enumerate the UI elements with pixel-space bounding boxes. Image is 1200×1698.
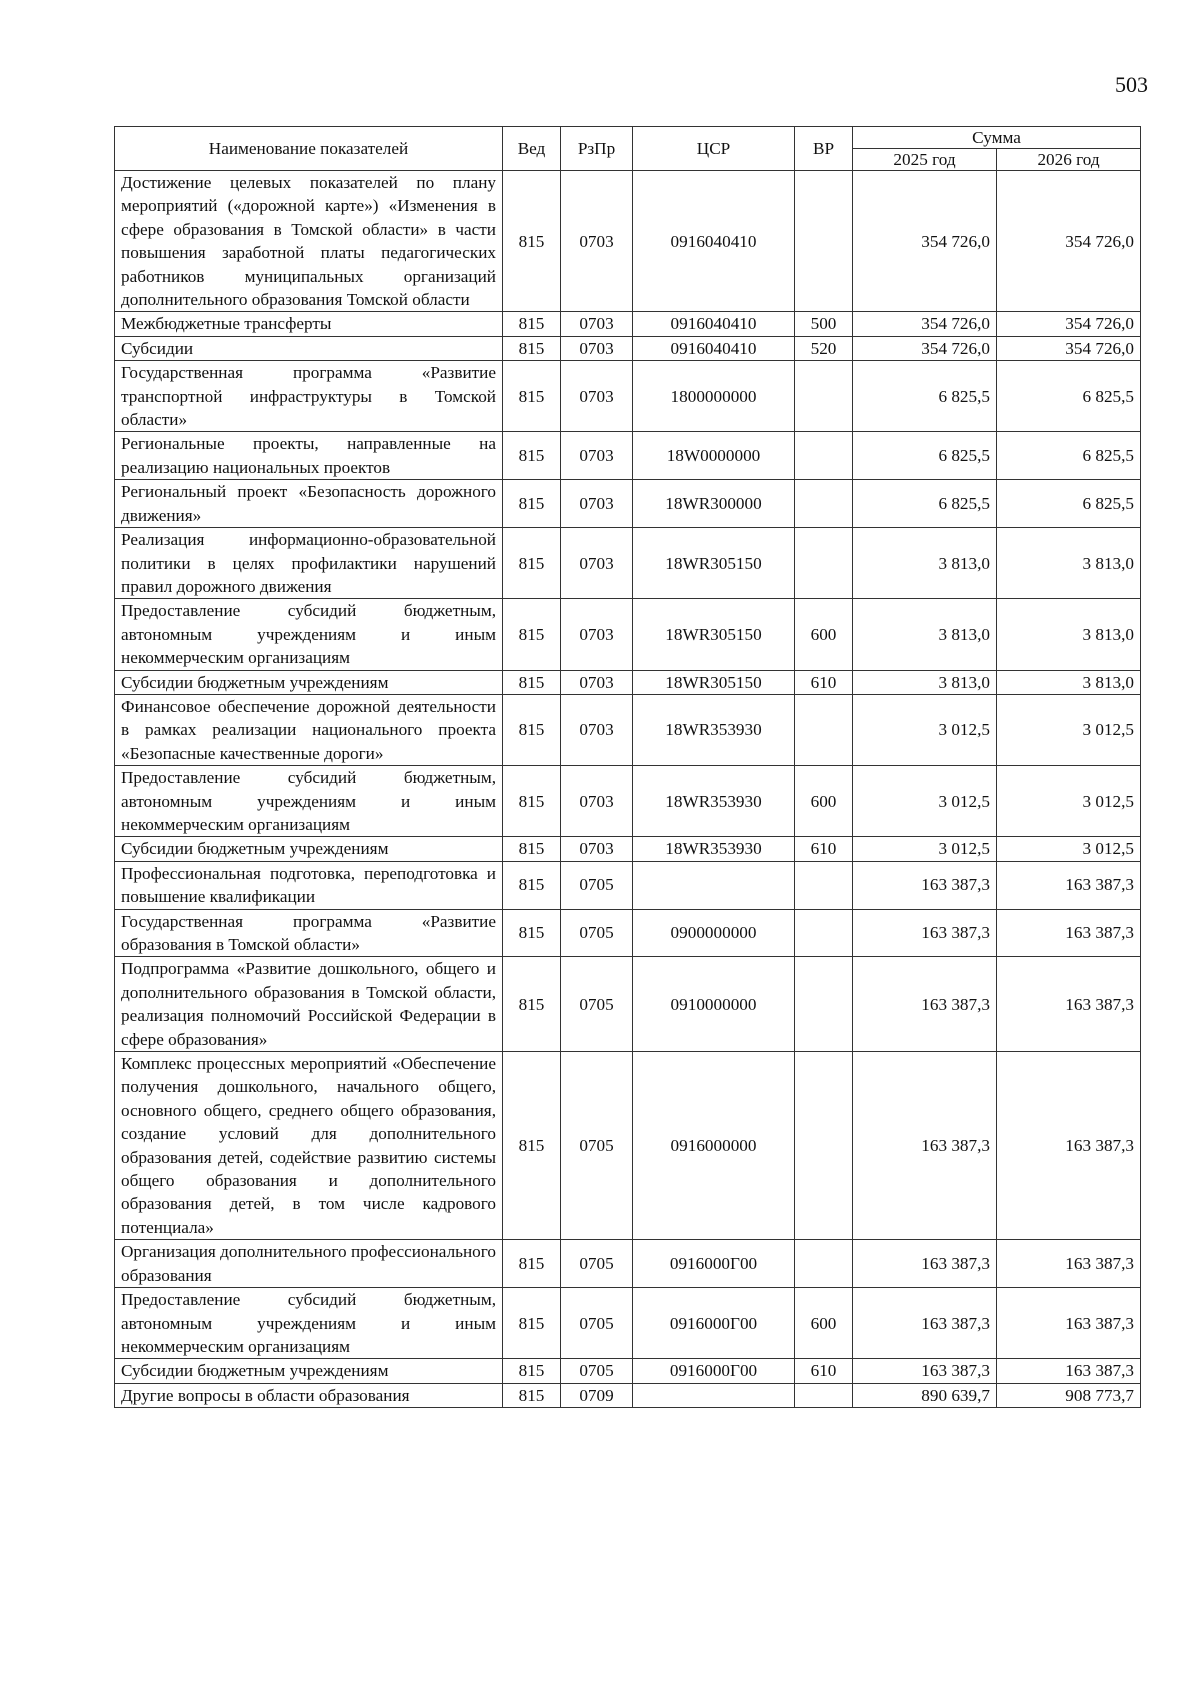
table-row [115,361,1141,432]
row-amount-2025: 3 012,5 [853,694,997,765]
row-name: Региональный проект «Безопасность дорожного движения» [115,480,503,528]
row-name: Комплекс процессных мероприятий «Обеспечение получения дошкольного, начального общего, основного общего, среднего общего образования, создание условий для дополнительного образования детей, содействие развитию системы общего образования и дополнительного образования детей, в том числе кадрового потенциала» [115,1052,503,1240]
row-name: Региональные проекты, направленные на реализацию национальных проектов [115,432,503,480]
row-rzpr: 0703 [561,599,633,670]
row-rzpr: 0705 [561,1240,633,1288]
row-ved: 815 [503,480,561,528]
header-vr: ВР [795,127,853,171]
row-amount-2025: 3 813,0 [853,670,997,694]
row-rzpr: 0703 [561,171,633,312]
row-ved: 815 [503,1383,561,1407]
row-rzpr: 0703 [561,361,633,432]
row-ved: 815 [503,694,561,765]
row-amount-2025: 163 387,3 [853,909,997,957]
row-amount-2026: 163 387,3 [997,861,1141,909]
table-row [115,599,1141,670]
row-amount-2026: 163 387,3 [997,1359,1141,1383]
row-ved: 815 [503,837,561,861]
row-ved: 815 [503,171,561,312]
row-ved: 815 [503,957,561,1052]
row-amount-2026: 3 012,5 [997,837,1141,861]
row-vr [795,1240,853,1288]
row-ved: 815 [503,361,561,432]
row-csr: 0916040410 [633,336,795,360]
table-row [115,171,1141,312]
row-csr: 0916000Г00 [633,1359,795,1383]
row-amount-2025: 890 639,7 [853,1383,997,1407]
row-vr [795,694,853,765]
table-row [115,670,1141,694]
row-rzpr: 0703 [561,670,633,694]
row-amount-2026: 3 012,5 [997,694,1141,765]
row-name: Государственная программа «Развитие образования в Томской области» [115,909,503,957]
row-ved: 815 [503,670,561,694]
row-vr [795,1383,853,1407]
row-vr: 520 [795,336,853,360]
row-vr: 610 [795,837,853,861]
row-name: Государственная программа «Развитие транспортной инфраструктуры в Томской области» [115,361,503,432]
row-rzpr: 0703 [561,766,633,837]
row-amount-2025: 6 825,5 [853,432,997,480]
row-rzpr: 0703 [561,432,633,480]
row-vr: 600 [795,1288,853,1359]
row-name: Предоставление субсидий бюджетным, автономным учреждениям и иным некоммерческим организациям [115,599,503,670]
row-amount-2026: 354 726,0 [997,171,1141,312]
row-csr [633,1383,795,1407]
row-amount-2026: 3 813,0 [997,670,1141,694]
row-vr [795,171,853,312]
table-header [115,127,1141,171]
row-rzpr: 0709 [561,1383,633,1407]
table-row [115,312,1141,336]
row-amount-2026: 6 825,5 [997,432,1141,480]
row-amount-2025: 3 813,0 [853,599,997,670]
row-name: Организация дополнительного профессионального образования [115,1240,503,1288]
table-row [115,1359,1141,1383]
header-sum: Сумма [853,127,1141,149]
row-rzpr: 0705 [561,957,633,1052]
row-amount-2025: 354 726,0 [853,312,997,336]
table-row [115,1240,1141,1288]
row-rzpr: 0703 [561,336,633,360]
table-row [115,336,1141,360]
row-vr [795,957,853,1052]
header-ved: Вед [503,127,561,171]
header-csr: ЦСР [633,127,795,171]
row-rzpr: 0705 [561,1359,633,1383]
row-csr: 0916000Г00 [633,1288,795,1359]
budget-table [114,126,1141,1408]
row-csr: 0916000000 [633,1052,795,1240]
row-ved: 815 [503,1359,561,1383]
row-rzpr: 0703 [561,837,633,861]
table-row [115,1383,1141,1407]
row-amount-2025: 163 387,3 [853,957,997,1052]
row-rzpr: 0705 [561,1288,633,1359]
page-number: 503 [1115,72,1148,97]
row-rzpr: 0703 [561,480,633,528]
row-amount-2026: 3 012,5 [997,766,1141,837]
row-amount-2026: 163 387,3 [997,1288,1141,1359]
row-rzpr: 0705 [561,909,633,957]
table-row [115,909,1141,957]
row-vr [795,528,853,599]
table-row [115,528,1141,599]
row-amount-2025: 163 387,3 [853,861,997,909]
row-name: Финансовое обеспечение дорожной деятельности в рамках реализации национального проекта «Безопасные качественные дороги» [115,694,503,765]
row-csr: 0916000Г00 [633,1240,795,1288]
row-ved: 815 [503,861,561,909]
row-name: Субсидии бюджетным учреждениям [115,670,503,694]
table-row [115,837,1141,861]
row-ved: 815 [503,528,561,599]
row-ved: 815 [503,1052,561,1240]
row-amount-2025: 3 813,0 [853,528,997,599]
row-amount-2025: 3 012,5 [853,837,997,861]
table-row [115,766,1141,837]
row-name: Достижение целевых показателей по плану мероприятий («дорожной карте») «Изменения в сфере образования в Томской области» в части повышения заработной платы педагогических работников муниципальных организаций дополнительного образования Томской области [115,171,503,312]
row-csr: 0910000000 [633,957,795,1052]
row-vr [795,861,853,909]
row-ved: 815 [503,1240,561,1288]
row-vr: 610 [795,670,853,694]
row-rzpr: 0705 [561,1052,633,1240]
row-rzpr: 0703 [561,528,633,599]
row-vr: 600 [795,766,853,837]
row-amount-2025: 163 387,3 [853,1240,997,1288]
row-vr [795,909,853,957]
row-ved: 815 [503,599,561,670]
row-name: Профессиональная подготовка, переподготовка и повышение квалификации [115,861,503,909]
row-rzpr: 0703 [561,312,633,336]
table-row [115,957,1141,1052]
row-csr: 18WR353930 [633,694,795,765]
row-name: Предоставление субсидий бюджетным, автономным учреждениям и иным некоммерческим организациям [115,766,503,837]
row-amount-2026: 163 387,3 [997,1240,1141,1288]
row-csr [633,861,795,909]
row-csr: 18WR300000 [633,480,795,528]
row-amount-2025: 354 726,0 [853,171,997,312]
row-vr: 500 [795,312,853,336]
header-year-2025: 2025 год [853,149,997,171]
row-ved: 815 [503,766,561,837]
row-amount-2026: 908 773,7 [997,1383,1141,1407]
row-amount-2026: 163 387,3 [997,909,1141,957]
row-amount-2025: 354 726,0 [853,336,997,360]
row-name: Предоставление субсидий бюджетным, автономным учреждениям и иным некоммерческим организациям [115,1288,503,1359]
row-amount-2026: 3 813,0 [997,599,1141,670]
table-row [115,861,1141,909]
row-name: Субсидии [115,336,503,360]
row-vr [795,480,853,528]
row-vr [795,361,853,432]
row-amount-2025: 6 825,5 [853,480,997,528]
row-csr: 18WR305150 [633,670,795,694]
row-ved: 815 [503,336,561,360]
row-amount-2025: 6 825,5 [853,361,997,432]
row-vr: 610 [795,1359,853,1383]
row-amount-2026: 6 825,5 [997,480,1141,528]
row-rzpr: 0703 [561,694,633,765]
row-csr: 1800000000 [633,361,795,432]
row-amount-2025: 163 387,3 [853,1052,997,1240]
table-row [115,480,1141,528]
row-amount-2026: 354 726,0 [997,336,1141,360]
table-body [115,171,1141,1408]
row-name: Субсидии бюджетным учреждениям [115,837,503,861]
row-ved: 815 [503,312,561,336]
row-vr: 600 [795,599,853,670]
row-name: Субсидии бюджетным учреждениям [115,1359,503,1383]
row-ved: 815 [503,1288,561,1359]
header-year-2026: 2026 год [997,149,1141,171]
row-rzpr: 0705 [561,861,633,909]
row-amount-2025: 163 387,3 [853,1288,997,1359]
row-ved: 815 [503,432,561,480]
row-amount-2026: 163 387,3 [997,957,1141,1052]
row-vr [795,432,853,480]
row-amount-2026: 354 726,0 [997,312,1141,336]
row-csr: 0916040410 [633,312,795,336]
row-amount-2026: 163 387,3 [997,1052,1141,1240]
row-csr: 18WR353930 [633,837,795,861]
row-name: Другие вопросы в области образования [115,1383,503,1407]
table-row [115,694,1141,765]
header-rzpr: РзПр [561,127,633,171]
table-row [115,1288,1141,1359]
row-csr: 18W0000000 [633,432,795,480]
header-name: Наименование показателей [115,127,503,171]
row-amount-2026: 3 813,0 [997,528,1141,599]
row-ved: 815 [503,909,561,957]
row-csr: 18WR353930 [633,766,795,837]
table-row [115,432,1141,480]
row-name: Межбюджетные трансферты [115,312,503,336]
row-csr: 18WR305150 [633,599,795,670]
row-csr: 0916040410 [633,171,795,312]
row-name: Подпрограмма «Развитие дошкольного, общего и дополнительного образования в Томской области, реализация полномочий Российской Федерации в сфере образования» [115,957,503,1052]
row-csr: 18WR305150 [633,528,795,599]
row-amount-2026: 6 825,5 [997,361,1141,432]
row-name: Реализация информационно-образовательной политики в целях профилактики нарушений правил дорожного движения [115,528,503,599]
table-row [115,1052,1141,1240]
row-amount-2025: 3 012,5 [853,766,997,837]
row-csr: 0900000000 [633,909,795,957]
row-vr [795,1052,853,1240]
row-amount-2025: 163 387,3 [853,1359,997,1383]
